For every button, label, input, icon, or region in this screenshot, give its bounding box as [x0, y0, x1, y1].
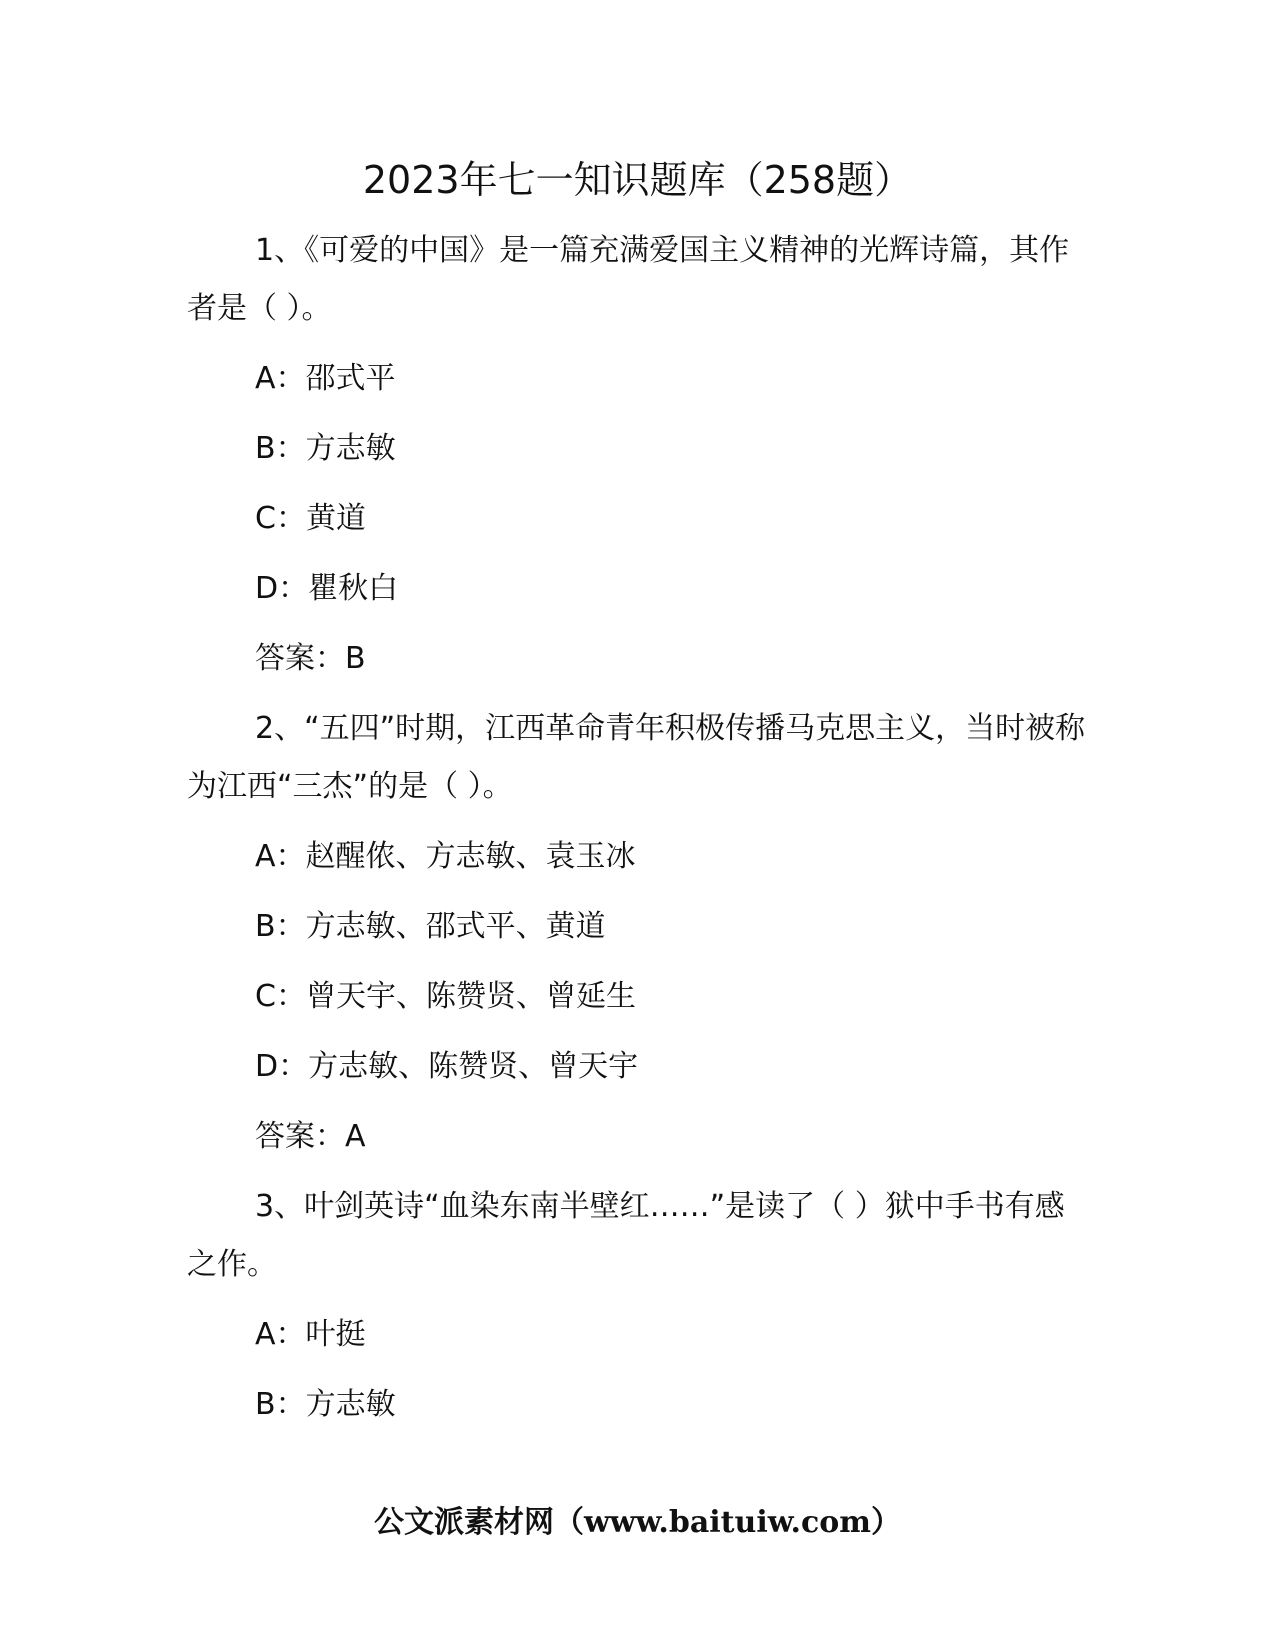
option-c: C：黄道 [255, 501, 366, 536]
question-text: 3、叶剑英诗“血染东南半壁红……”是读了（ ）狱中手书有感之作。 [187, 1189, 1065, 1282]
option-a: A：叶挺 [255, 1317, 366, 1352]
option-b: B：方志敏 [255, 431, 396, 466]
option-c: C：曾天宇、陈赞贤、曾延生 [255, 979, 636, 1014]
question-item [187, 222, 1087, 694]
question-item [187, 700, 1087, 1172]
option-b: B：方志敏、邵式平、黄道 [255, 909, 606, 944]
option-b: B：方志敏 [255, 1387, 396, 1422]
option-a: A：赵醒侬、方志敏、袁玉冰 [255, 839, 636, 874]
question-item [187, 1178, 1087, 1440]
answer: 答案：A [255, 1119, 366, 1154]
question-list [187, 222, 1087, 1440]
question-text: 1、《可爱的中国》是一篇充满爱国主义精神的光辉诗篇，其作者是（ ）。 [187, 233, 1070, 326]
answer: 答案：B [255, 641, 366, 676]
page-footer: 公文派素材网（www.baituiw.com） [373, 1505, 902, 1540]
option-a: A：邵式平 [255, 361, 396, 396]
option-d: D：方志敏、陈赞贤、曾天宇 [255, 1049, 639, 1084]
page-title: 2023年七一知识题库（258题） [362, 158, 913, 202]
question-text: 2、“五四”时期，江西革命青年积极传播马克思主义，当时被称为江西“三杰”的是（ ）。 [187, 711, 1086, 804]
option-d: D：瞿秋白 [255, 571, 399, 606]
